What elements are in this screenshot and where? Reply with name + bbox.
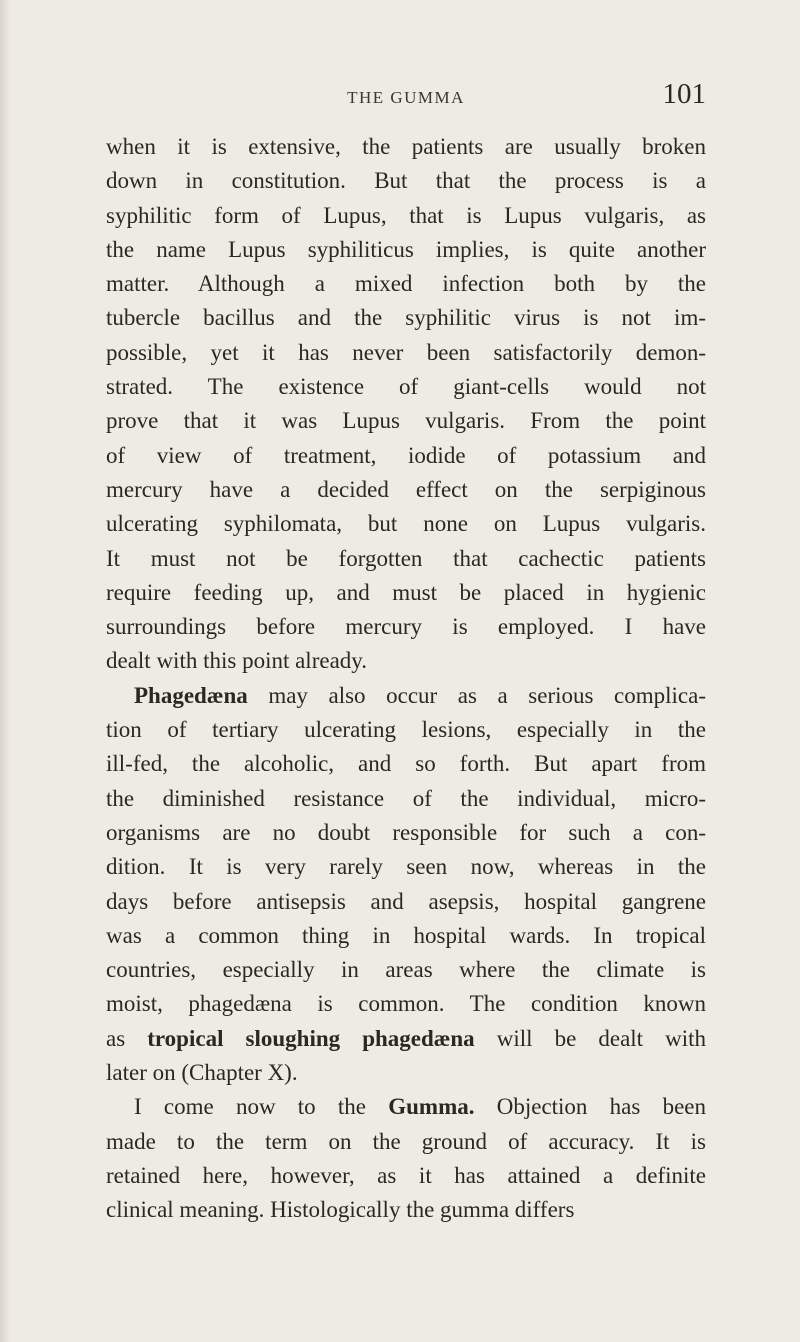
text-line	[106, 336, 706, 370]
text-line	[106, 919, 706, 953]
text-run: later on (Chapter X).	[106, 1060, 298, 1086]
text-line	[106, 301, 706, 335]
text-run: made to the term on the ground of accuracy. It is	[106, 1128, 706, 1154]
text-run: possible, yet it has never been satisfactorily demon-	[106, 339, 706, 365]
text-run: I come now to the	[134, 1094, 389, 1120]
running-head: THE GUMMA	[347, 88, 465, 107]
text-line	[106, 713, 706, 747]
text-line	[106, 542, 706, 576]
text-line	[106, 816, 706, 850]
text-run: will be dealt with	[474, 1025, 707, 1051]
text-line	[106, 507, 706, 541]
text-run: ulcerating syphilomata, but none on Lupus vulgaris.	[106, 511, 706, 537]
text-line	[106, 233, 706, 267]
text-line	[106, 610, 706, 644]
text-line	[106, 404, 706, 438]
text-run: prove that it was Lupus vulgaris. From the point	[106, 408, 706, 434]
text-run: countries, especially in areas where the climate is	[106, 957, 706, 983]
text-line	[106, 885, 706, 919]
text-run: organisms are no doubt responsible for such a con-	[106, 819, 706, 845]
text-run: down in constitution. But that the process is a	[106, 168, 706, 194]
text-line	[106, 679, 706, 713]
text-line	[106, 1022, 706, 1056]
text-line	[106, 1090, 706, 1124]
text-run: the diminished resistance of the individual, micro-	[106, 785, 706, 811]
body-text	[106, 130, 706, 1228]
text-run: clinical meaning. Histologically the gumma differs	[106, 1197, 575, 1223]
text-run: dition. It is very rarely seen now, whereas in the	[106, 854, 706, 880]
text-line	[106, 782, 706, 816]
text-run: syphilitic form of Lupus, that is Lupus vulgaris, as	[106, 202, 706, 228]
text-line	[106, 199, 706, 233]
bold-term: Phagedæna	[134, 682, 248, 708]
text-line	[106, 473, 706, 507]
text-run: the name Lupus syphiliticus implies, is quite another	[106, 236, 706, 262]
text-run: when it is extensive, the patients are usually broken	[106, 134, 706, 159]
text-line	[106, 1056, 706, 1090]
page-header	[106, 78, 706, 118]
text-run: Objection has been	[474, 1094, 706, 1120]
text-line	[106, 130, 706, 164]
text-run: ill-fed, the alcoholic, and so forth. But apart from	[106, 751, 706, 777]
text-line	[106, 1159, 706, 1193]
text-run: moist, phagedæna is common. The condition known	[106, 991, 706, 1017]
text-run: It must not be forgotten that cachectic patients	[106, 545, 706, 571]
text-run: tubercle bacillus and the syphilitic virus is not im-	[106, 305, 706, 331]
text-line	[106, 1193, 706, 1227]
text-line	[106, 576, 706, 610]
text-run: as	[106, 1025, 148, 1051]
text-run: dealt with this point already.	[106, 648, 368, 674]
text-line	[106, 644, 706, 678]
bold-term: Gumma.	[388, 1094, 475, 1120]
text-run: mercury have a decided effect on the serpiginous	[106, 476, 706, 502]
text-run: days before antisepsis and asepsis, hospital gangrene	[106, 888, 706, 914]
text-line	[106, 987, 706, 1021]
page-number: 101	[662, 78, 706, 110]
text-line	[106, 953, 706, 987]
text-run: was a common thing in hospital wards. In tropical	[106, 922, 706, 948]
text-line	[106, 370, 706, 404]
text-line	[106, 747, 706, 781]
text-line	[106, 1125, 706, 1159]
text-line	[106, 439, 706, 473]
text-line	[106, 850, 706, 884]
text-run: tion of tertiary ulcerating lesions, especially in the	[106, 717, 706, 743]
text-run: strated. The existence of giant-cells would not	[106, 374, 706, 400]
text-line	[106, 267, 706, 301]
text-run: surroundings before mercury is employed. I have	[106, 614, 706, 640]
text-run: retained here, however, as it has attained a definite	[106, 1162, 706, 1188]
text-run: require feeding up, and must be placed in hygienic	[106, 579, 706, 605]
text-run: matter. Although a mixed infection both by the	[106, 271, 706, 297]
text-run: of view of treatment, iodide of potassium and	[106, 442, 706, 468]
bold-term: tropical sloughing phagedæna	[147, 1025, 475, 1051]
text-run: may also occur as a serious complica-	[247, 682, 706, 708]
text-line	[106, 164, 706, 198]
page-binding-edge	[0, 0, 10, 1342]
